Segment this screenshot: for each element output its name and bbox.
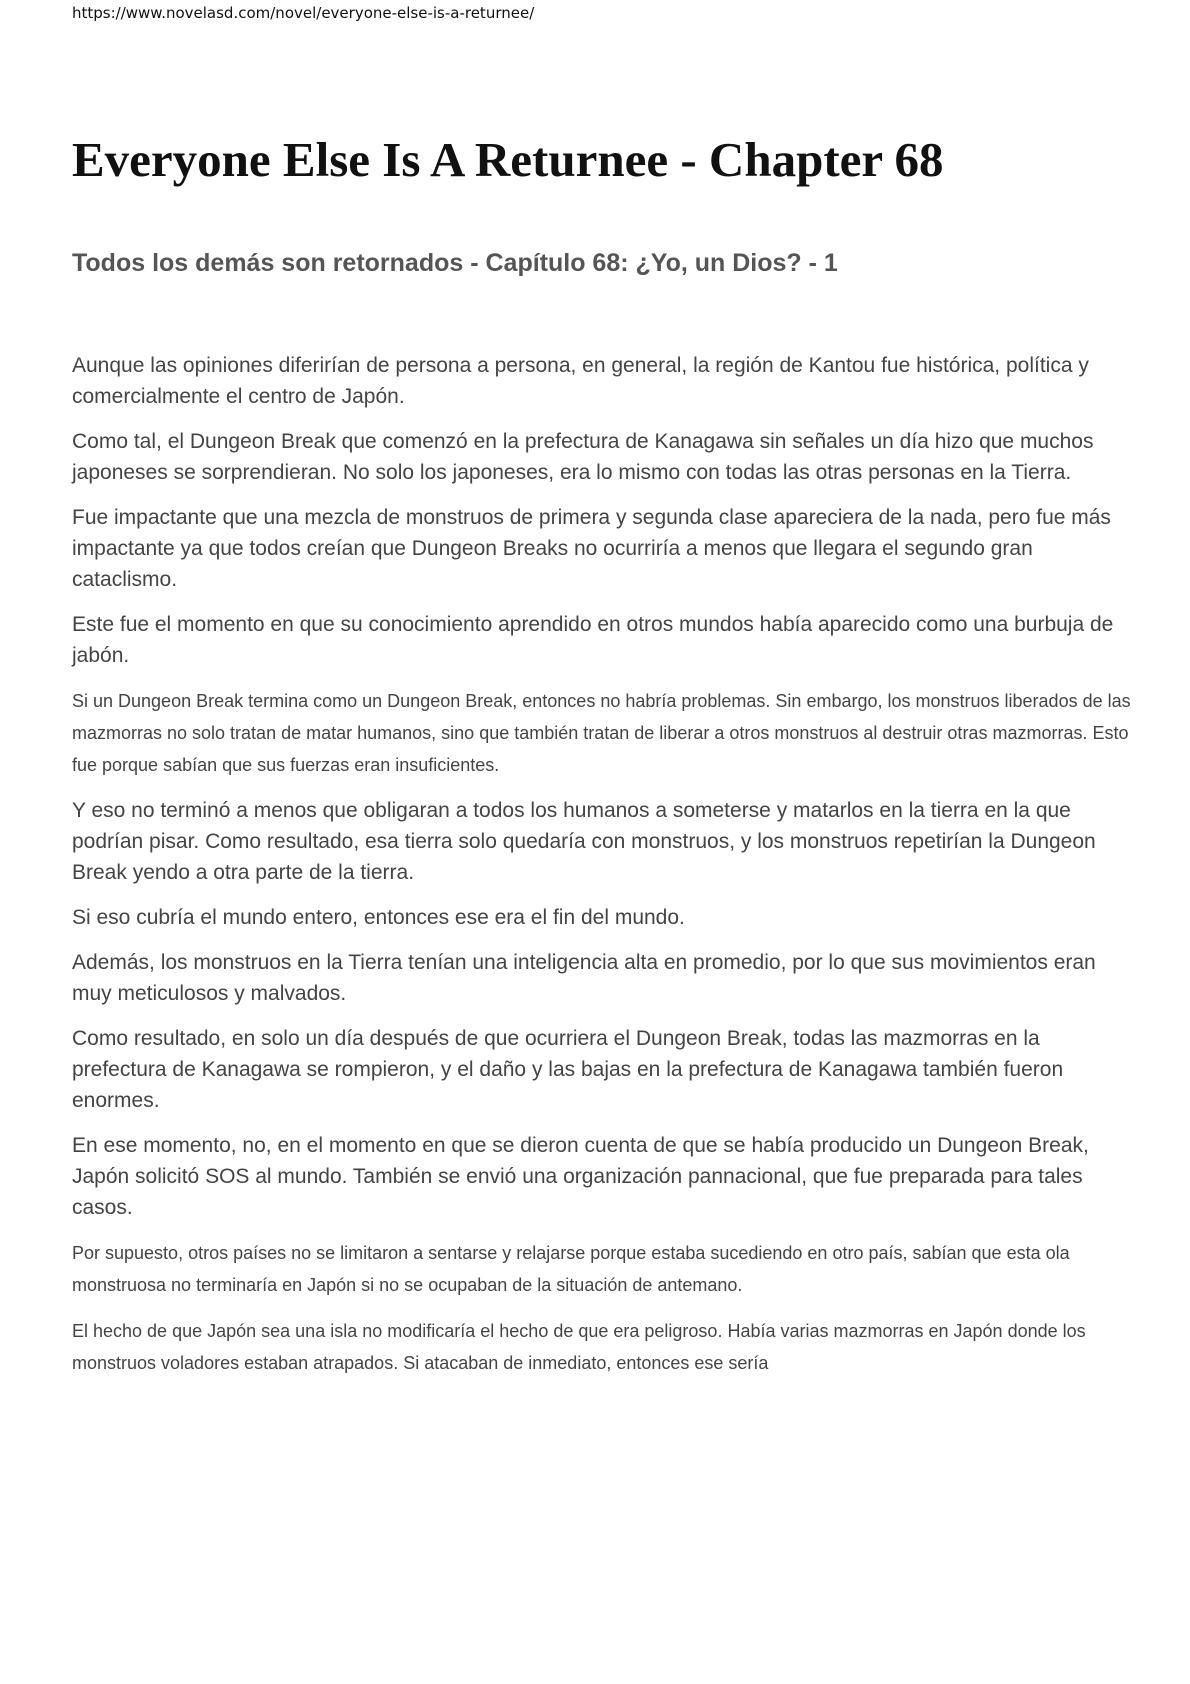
page-url: https://www.novelasd.com/novel/everyone-else-is-a-returnee/ [72,4,535,22]
paragraph: Si eso cubría el mundo entero, entonces ese era el fin del mundo. [72,906,685,929]
paragraph: Si un Dungeon Break termina como un Dungeon Break, entonces no habría problemas. Sin embargo, los monstruos liberados de las mazmorras no solo tratan de matar humanos, sino que también tratan de liberar a otros monstruos al destruir otras mazmorras. Esto fue porque sabían que sus fuerzas eran insuficientes. [72,691,1131,775]
chapter-title: Everyone Else Is A Returnee - Chapter 68 [72,132,944,187]
paragraph: Aunque las opiniones diferirían de persona a persona, en general, la región de Kantou fue histórica, política y comercialmente el centro de Japón. [72,354,1089,408]
paragraph: Además, los monstruos en la Tierra tenían una inteligencia alta en promedio, por lo que sus movimientos eran muy meticulosos y malvados. [72,951,1096,1005]
paragraph: Y eso no terminó a menos que obligaran a todos los humanos a someterse y matarlos en la tierra en la que podrían pisar. Como resultado, esa tierra solo quedaría con monstruos, y los monstruos repetirían la Dungeon Break yendo a otra parte de la tierra. [72,799,1096,884]
paragraph: Fue impactante que una mezcla de monstruos de primera y segunda clase apareciera de la nada, pero fue más impactante ya que todos creían que Dungeon Breaks no ocurriría a menos que llegara el segundo gran cataclismo. [72,506,1111,591]
paragraph: Como tal, el Dungeon Break que comenzó en la prefectura de Kanagawa sin señales un día hizo que muchos japoneses se sorprendieran. No solo los japoneses, era lo mismo con todas las otras personas en la Tierra. [72,430,1094,484]
paragraph: Este fue el momento en que su conocimiento aprendido en otros mundos había aparecido como una burbuja de jabón. [72,613,1114,667]
paragraph: Por supuesto, otros países no se limitaron a sentarse y relajarse porque estaba sucediendo en otro país, sabían que esta ola monstruosa no terminaría en Japón si no se ocupaban de la situación de antemano. [72,1243,1070,1295]
chapter-content [72,350,1132,1393]
paragraph: Como resultado, en solo un día después de que ocurriera el Dungeon Break, todas las mazmorras en la prefectura de Kanagawa se rompieron, y el daño y las bajas en la prefectura de Kanagawa también fueron enormes. [72,1027,1064,1112]
paragraph: En ese momento, no, en el momento en que se dieron cuenta de que se había producido un Dungeon Break, Japón solicitó SOS al mundo. También se envió una organización pannacional, que fue preparada para tales casos. [72,1134,1089,1219]
paragraph: El hecho de que Japón sea una isla no modificaría el hecho de que era peligroso. Había varias mazmorras en Japón donde los monstruos voladores estaban atrapados. Si atacaban de inmediato, entonces ese sería [72,1321,1086,1373]
chapter-subtitle: Todos los demás son retornados - Capítulo 68: ¿Yo, un Dios? - 1 [72,249,838,277]
